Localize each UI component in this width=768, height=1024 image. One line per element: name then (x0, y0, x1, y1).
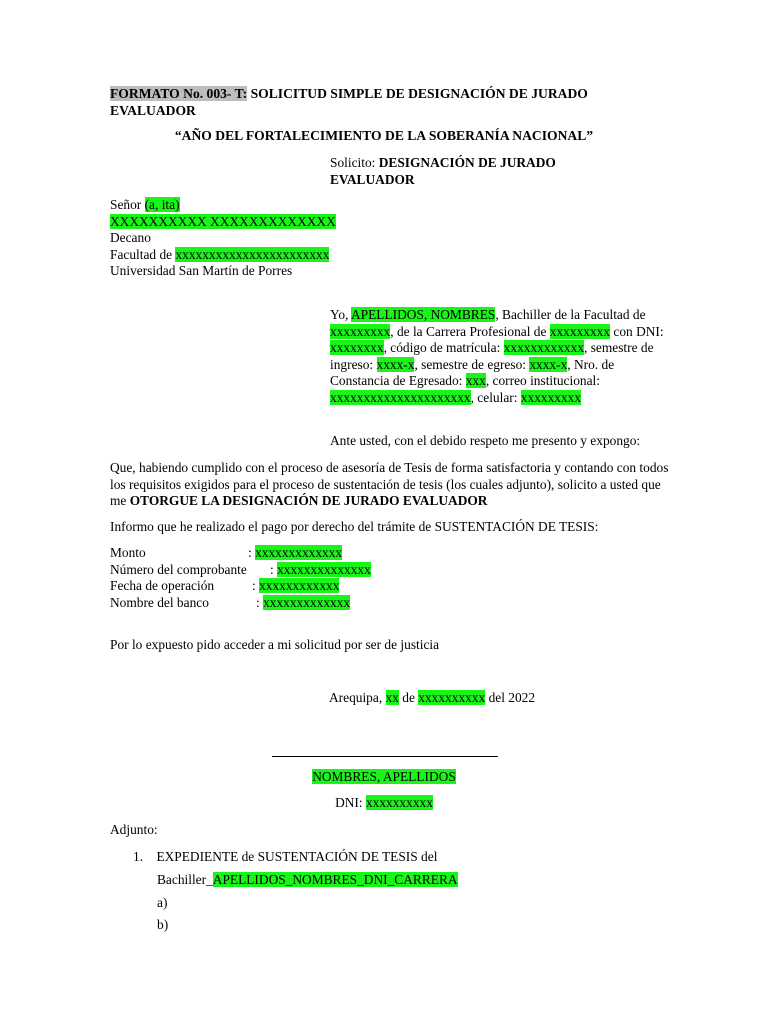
request-text: Que, habiendo cumplido con el proceso de asesoría de Tesis de forma satisfactoria y contando con todos los requisitos exigidos para el proceso de sustentación de tesis (los cuales adjunto), solicito a usted que me (110, 460, 669, 508)
separator: : (252, 578, 260, 593)
document-title (110, 86, 650, 119)
attachment-number: 1. (133, 849, 144, 864)
text-run: , de la Carrera Profesional de (390, 323, 550, 339)
payment-row (110, 562, 510, 579)
text-run: , Nro. de Constancia de Egresado: (330, 356, 615, 388)
text-run: de (398, 690, 419, 705)
email-field: xxxxxxxxxxxxxxxxxxxxx (330, 389, 471, 405)
text-run: , correo institucional: (485, 373, 600, 388)
dni-placeholder: xxxxxxxxxx (365, 795, 433, 810)
applicant-name: APELLIDOS, NOMBRES (350, 307, 496, 322)
bachiller-text: Bachiller_ (157, 872, 213, 887)
attachments-label: Adjunto: (110, 822, 158, 837)
payment-row (110, 578, 510, 595)
text-run: , semestre de egreso: (414, 356, 530, 372)
dni-field: xxxxxxxx (330, 340, 384, 355)
payment-placeholder: xxxxxxxxxxxxx (263, 594, 351, 610)
payment-details (110, 545, 510, 611)
year-text: del 2022 (485, 690, 536, 705)
city: Arequipa, (329, 690, 386, 705)
closing-line: Por lo expuesto pido acceder a mi solicitud por ser de justicia (110, 637, 440, 652)
payment-placeholder: xxxxxxxxxxxxxx (277, 561, 371, 577)
addressee-block (110, 197, 410, 280)
format-code: FORMATO No. 003- T: (110, 86, 248, 101)
faculty-placeholder: xxxxxxxxxxxxxxxxxxxxxxx (175, 246, 330, 262)
year-motto: “AÑO DEL FORTALECIMIENTO DE LA SOBERANÍA NACIONAL” (174, 128, 594, 143)
separator: : (256, 594, 264, 610)
request-bold: OTORGUE LA DESIGNACIÓN DE JURADO EVALUADOR (129, 493, 488, 508)
text-run: , semestre de ingreso: (330, 340, 654, 372)
separator: : (270, 561, 278, 577)
attachment-sub-a: a) (157, 895, 168, 910)
faculty-field: xxxxxxxxx (330, 323, 391, 339)
month-placeholder: xxxxxxxxxx (418, 690, 486, 705)
ante-usted-line: Ante usted, con el debido respeto me presento y expongo: (330, 433, 641, 448)
attachment-bachiller-line (157, 872, 458, 889)
signature-dni-line (0, 795, 768, 812)
addressee-name: XXXXXXXXXX XXXXXXXXXXXXX (110, 213, 336, 229)
payment-label: Número del comprobante (110, 561, 247, 577)
code-field: xxxxxxxxxxxx (503, 340, 585, 355)
phone-field: xxxxxxxxx (520, 389, 582, 405)
applicant-paragraph (330, 307, 670, 406)
attachment-sub-b: b) (157, 917, 169, 932)
attachment-item (133, 849, 653, 866)
faculty-label: Facultad de (110, 246, 176, 262)
text-run: , celular: (470, 389, 521, 405)
text-run: , Bachiller de la Facultad de (495, 307, 646, 322)
payment-row (110, 545, 510, 562)
text-run: con DNI: (610, 323, 664, 339)
payment-placeholder: xxxxxxxxxxxxx (255, 545, 343, 560)
payment-placeholder: xxxxxxxxxxxx (259, 578, 340, 593)
payment-label: Nombre del banco (110, 594, 209, 610)
signature-name: NOMBRES, APELLIDOS (312, 769, 456, 784)
solicito-label: Solicito: (330, 155, 379, 170)
semester-in-field: xxxx-x (376, 356, 415, 372)
date-line (329, 690, 649, 707)
title-text: SOLICITUD SIMPLE DE DESIGNACIÓN DE JURADO EVALUADOR (110, 86, 588, 118)
solicito-block (330, 155, 630, 188)
salutation: Señor (110, 197, 145, 212)
payment-label: Monto (110, 545, 146, 560)
signature-line (272, 756, 498, 757)
salutation-line (110, 197, 410, 214)
university-name: Universidad San Martín de Porres (110, 263, 293, 278)
semester-out-field: xxxx-x (529, 356, 568, 372)
faculty-line (110, 247, 410, 264)
payment-label: Fecha de operación (110, 578, 215, 593)
addressee-position: Decano (110, 230, 151, 245)
attachment-text: EXPEDIENTE de SUSTENTACIÓN DE TESIS del (156, 849, 438, 864)
salutation-placeholder: (a, ita) (144, 197, 180, 212)
solicito-value: DESIGNACIÓN DE JURADO EVALUADOR (330, 155, 556, 187)
dni-label: DNI: (335, 795, 366, 810)
separator: : (248, 545, 256, 560)
payment-value (256, 595, 350, 612)
request-paragraph (110, 460, 670, 510)
payment-value (270, 562, 371, 579)
payment-row (110, 595, 510, 612)
addressee-name-line (110, 214, 410, 231)
bachiller-placeholder: APELLIDOS_NOMBRES_DNI_CARRERA (212, 872, 458, 887)
signature-name-line (0, 769, 768, 786)
text-run: Yo, (330, 307, 351, 322)
day-placeholder: xx (385, 690, 399, 705)
career-field: xxxxxxxxx (549, 323, 611, 339)
constancia-field: xxx (465, 373, 486, 388)
payment-intro: Informo que he realizado el pago por derecho del trámite de SUSTENTACIÓN DE TESIS: (110, 519, 599, 534)
text-run: , código de matrícula: (383, 340, 504, 355)
payment-value (248, 545, 342, 562)
payment-value (252, 578, 339, 595)
